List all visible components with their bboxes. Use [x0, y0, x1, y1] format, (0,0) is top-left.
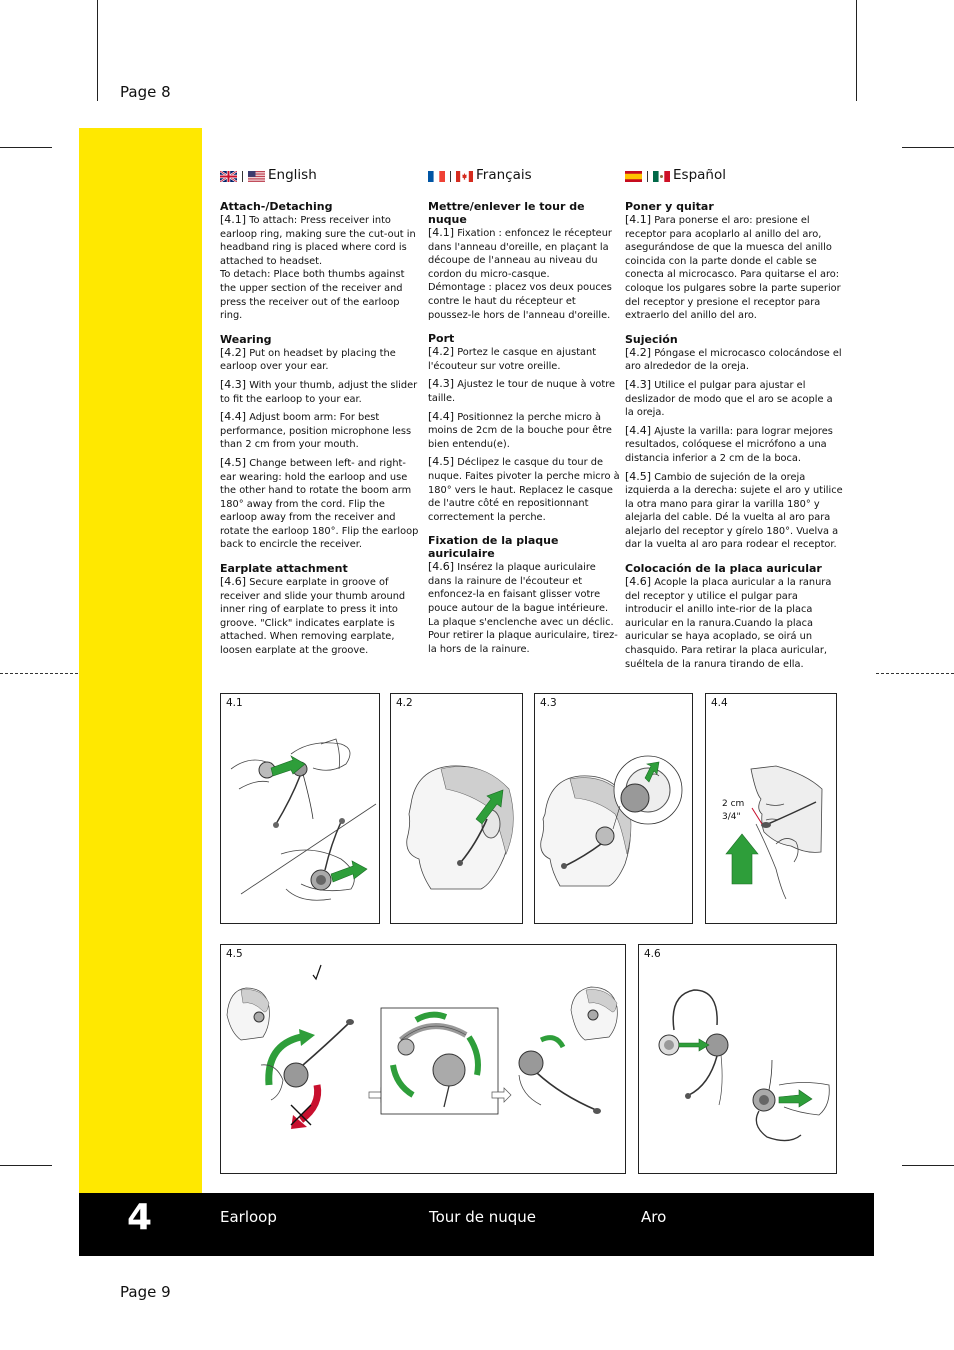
step-ref: [4.1] — [220, 213, 247, 226]
section-title-spanish: Aro — [641, 1208, 667, 1226]
paragraph-text: Positionnez la perche micro à moins de 2cm de la bouche pour être bien entendu(e). — [428, 411, 612, 450]
paragraph-text: Acople la placa auricular a la ranura del receptor y utilice el pulgar para introducir el anillo inte-rior de la placa auricular en la ranura.Cuando la placa auricular se haya acoplado, se oirá un chasquido. Para retirar la placa auricular, suéltela de la ranura tirando de ella. — [625, 577, 832, 670]
step-ref: [4.5] — [428, 455, 455, 469]
step-ref: [4.4] — [428, 409, 455, 423]
yellow-sidebar — [79, 128, 202, 1193]
paragraph-4-2 — [428, 345, 620, 373]
section-heading: Earplate attachment — [220, 562, 348, 576]
language-name: Español — [673, 167, 726, 184]
paragraph-4-1 — [625, 213, 843, 323]
section-heading: Poner y quitar — [625, 200, 714, 213]
paragraph-text: To detach: Place both thumbs against the upper section of the receiver and press the receiver out of the earloop ring. — [220, 269, 405, 322]
paragraph-4-5 — [625, 470, 843, 553]
figure-label: 4.3 — [540, 697, 557, 709]
paragraph-text: Cambio de sujeción de la oreja izquierda a la derecha: sujete el aro y utilice la otra mano para girar la varilla 180° y alejarla del cable. Dé la vuelta al aro para alejarlo del receptor y gírelo 180°. Vuelva a dar la vuelta al aro para rodear el receptor. — [625, 471, 843, 551]
paragraph-text: Insérez la plaque auriculaire dans la rainure de l'écouteur et enfoncez-la en faisant glisser votre pouce autour de la bague intérieure. La plaque s'enclenche avec un déclic. Pour retirer la plaque auriculaire, tirez-la hors de la rainure. — [428, 562, 618, 655]
fold-line-left — [0, 673, 78, 674]
paragraph-text: Démontage : placez vos deux pouces contre le haut du récepteur et poussez-le hors de l'anneau d'oreille. — [428, 282, 612, 321]
section-heading: Sujeción — [625, 332, 678, 346]
france-flag-icon — [428, 171, 445, 182]
us-flag-icon — [248, 171, 265, 182]
step-ref: [4.3] — [220, 377, 247, 391]
language-header-english — [220, 166, 420, 186]
paragraph-4-5 — [428, 455, 620, 524]
separator — [242, 171, 243, 182]
paragraph-4-5 — [220, 456, 420, 552]
section-title-bar — [79, 1193, 874, 1256]
separator — [647, 171, 648, 182]
measurement-label-cm: 2 cm — [722, 799, 745, 809]
section-heading: Wearing — [220, 332, 272, 346]
paragraph-text: Portez le casque en ajustant l'écouteur sur votre oreille. — [428, 347, 597, 372]
figure-4-5 — [220, 944, 626, 1174]
step-ref: [4.4] — [625, 423, 652, 437]
paragraph-text: To attach: Press receiver into earloop ring, making sure the cut-out in headband ring is placed where cord is attached to headset. — [220, 215, 416, 267]
figure-4-2 — [390, 693, 523, 924]
paragraph-text: Ajuste la varilla: para lograr mejores resultados, colóquese el micrófono a una distancia inferior a 2 cm de la boca. — [625, 425, 833, 464]
figure-4-6-illustration — [639, 945, 836, 1173]
separator — [450, 171, 451, 182]
figure-4-4 — [705, 693, 837, 924]
step-ref: [4.5] — [220, 455, 247, 469]
figure-label: 4.2 — [396, 697, 413, 709]
paragraph-text: Change between left- and right-ear wearing: hold the earloop and use the other hand to rotate the boom arm 180° away from the cord. Flip the earloop away from the receiver and rotate the earloop 180°. Flip the earloop back to encircle the receiver. — [220, 457, 419, 551]
column-spanish — [625, 166, 843, 675]
step-ref: [4.3] — [625, 377, 652, 391]
figure-4-3 — [534, 693, 693, 924]
section-heading: Mettre/enlever le tour de nuque — [428, 200, 585, 226]
paragraph-text: Ajustez le tour de nuque à votre taille. — [428, 379, 616, 404]
paragraph-text: Secure earplate in groove of receiver and slide your thumb around inner ring of earplate to press it into groove. "Click" indicates earplate is attached. When removing earplate, loosen earplate at the groove. — [220, 577, 406, 657]
paragraph-text: Fixation : enfoncez le récepteur dans l'anneau d'oreille, en plaçant la découpe de l'anneau au niveau du cordon du micro-casque. — [428, 228, 612, 280]
paragraph-text: Póngase el microcasco colocándose el aro alrededor de la oreja. — [625, 347, 842, 373]
paragraph-text: With your thumb, adjust the slider to fit the earloop to your ear. — [220, 379, 418, 405]
paragraph-4-6 — [428, 560, 620, 656]
column-french — [428, 166, 620, 660]
mexico-flag-icon — [653, 171, 670, 182]
paragraph-4-2 — [220, 346, 420, 374]
paragraph-4-1 — [220, 213, 420, 323]
paragraph-4-6 — [625, 575, 843, 671]
paragraph-4-3 — [220, 378, 420, 406]
crop-mark — [856, 0, 857, 101]
language-name: Français — [476, 167, 532, 184]
step-ref: [4.1] — [625, 213, 652, 226]
step-ref: [4.6] — [220, 575, 247, 589]
step-ref: [4.1] — [428, 226, 455, 239]
figure-4-3-illustration — [535, 694, 692, 923]
language-header-spanish — [625, 166, 843, 186]
paragraph-4-6 — [220, 575, 420, 658]
paragraph-4-4 — [625, 424, 843, 466]
section-number: 4 — [127, 1197, 153, 1238]
spain-flag-icon — [625, 171, 642, 182]
paragraph-text: Utilice el pulgar para ajustar el deslizador de modo que el aro se acople a la oreja. — [625, 379, 833, 419]
section-heading: Port — [428, 332, 455, 346]
paragraph-4-3 — [428, 377, 620, 405]
paragraph-4-3 — [625, 378, 843, 420]
figure-4-6 — [638, 944, 837, 1174]
section-title-english: Earloop — [220, 1208, 277, 1226]
page-label-top: Page 8 — [120, 83, 171, 101]
crop-mark — [902, 1165, 954, 1166]
paragraph-text: Déclipez le casque du tour de nuque. Faites pivoter la perche micro à 180° vers le haut. Replacez le casque de l'autre côté en repositionnant correctement la perche. — [428, 457, 620, 523]
step-ref: [4.6] — [428, 560, 455, 574]
paragraph-text: Para ponerse el aro: presione el receptor para acoplarlo al anillo del aro, asegurándose de que la muesca del anillo coincida con la parte donde el cable se conecta al microcasco. Para quitarse el aro: coloque los pulgares sobre la parte superior del receptor y presione el receptor para extraerlo del anillo del aro. — [625, 215, 841, 322]
step-ref: [4.6] — [625, 575, 652, 589]
crop-mark — [902, 147, 954, 148]
section-title-french: Tour de nuque — [429, 1208, 537, 1226]
crop-mark — [0, 1165, 52, 1166]
figure-label: 4.6 — [644, 948, 661, 960]
language-header-french — [428, 166, 620, 186]
column-english — [220, 166, 420, 662]
measurement-label-inch: 3/4" — [722, 812, 741, 822]
step-ref: [4.2] — [625, 345, 652, 359]
step-ref: [4.2] — [220, 345, 247, 359]
step-ref: [4.3] — [428, 377, 455, 391]
figure-label: 4.5 — [226, 948, 243, 960]
paragraph-4-1 — [428, 226, 620, 322]
figure-4-2-illustration — [391, 694, 522, 923]
crop-mark — [97, 0, 98, 101]
paragraph-4-2 — [625, 346, 843, 374]
paragraph-4-4 — [220, 410, 420, 452]
section-heading: Attach-/Detaching — [220, 200, 333, 213]
section-heading: Colocación de la placa auricular — [625, 562, 822, 576]
section-heading: Fixation de la plaque auriculaire — [428, 534, 559, 561]
paragraph-text: Put on headset by placing the earloop over your ear. — [220, 347, 396, 373]
figure-4-5-illustration — [221, 945, 625, 1173]
paragraph-text: Adjust boom arm: For best performance, position microphone less than 2 cm from your mouth. — [220, 412, 412, 451]
language-name: English — [268, 167, 317, 184]
figure-4-1 — [220, 693, 380, 924]
uk-flag-icon — [220, 171, 237, 182]
crop-mark — [0, 147, 52, 148]
step-ref: [4.4] — [220, 410, 247, 424]
step-ref: [4.2] — [428, 345, 455, 359]
figure-4-1-illustration — [221, 694, 379, 923]
page-label-bottom: Page 9 — [120, 1283, 171, 1301]
fold-line-right — [876, 673, 954, 674]
step-ref: [4.5] — [625, 469, 652, 483]
figure-label: 4.4 — [711, 697, 728, 709]
paragraph-4-4 — [428, 410, 620, 452]
canada-flag-icon — [456, 171, 473, 182]
figure-label: 4.1 — [226, 697, 243, 709]
